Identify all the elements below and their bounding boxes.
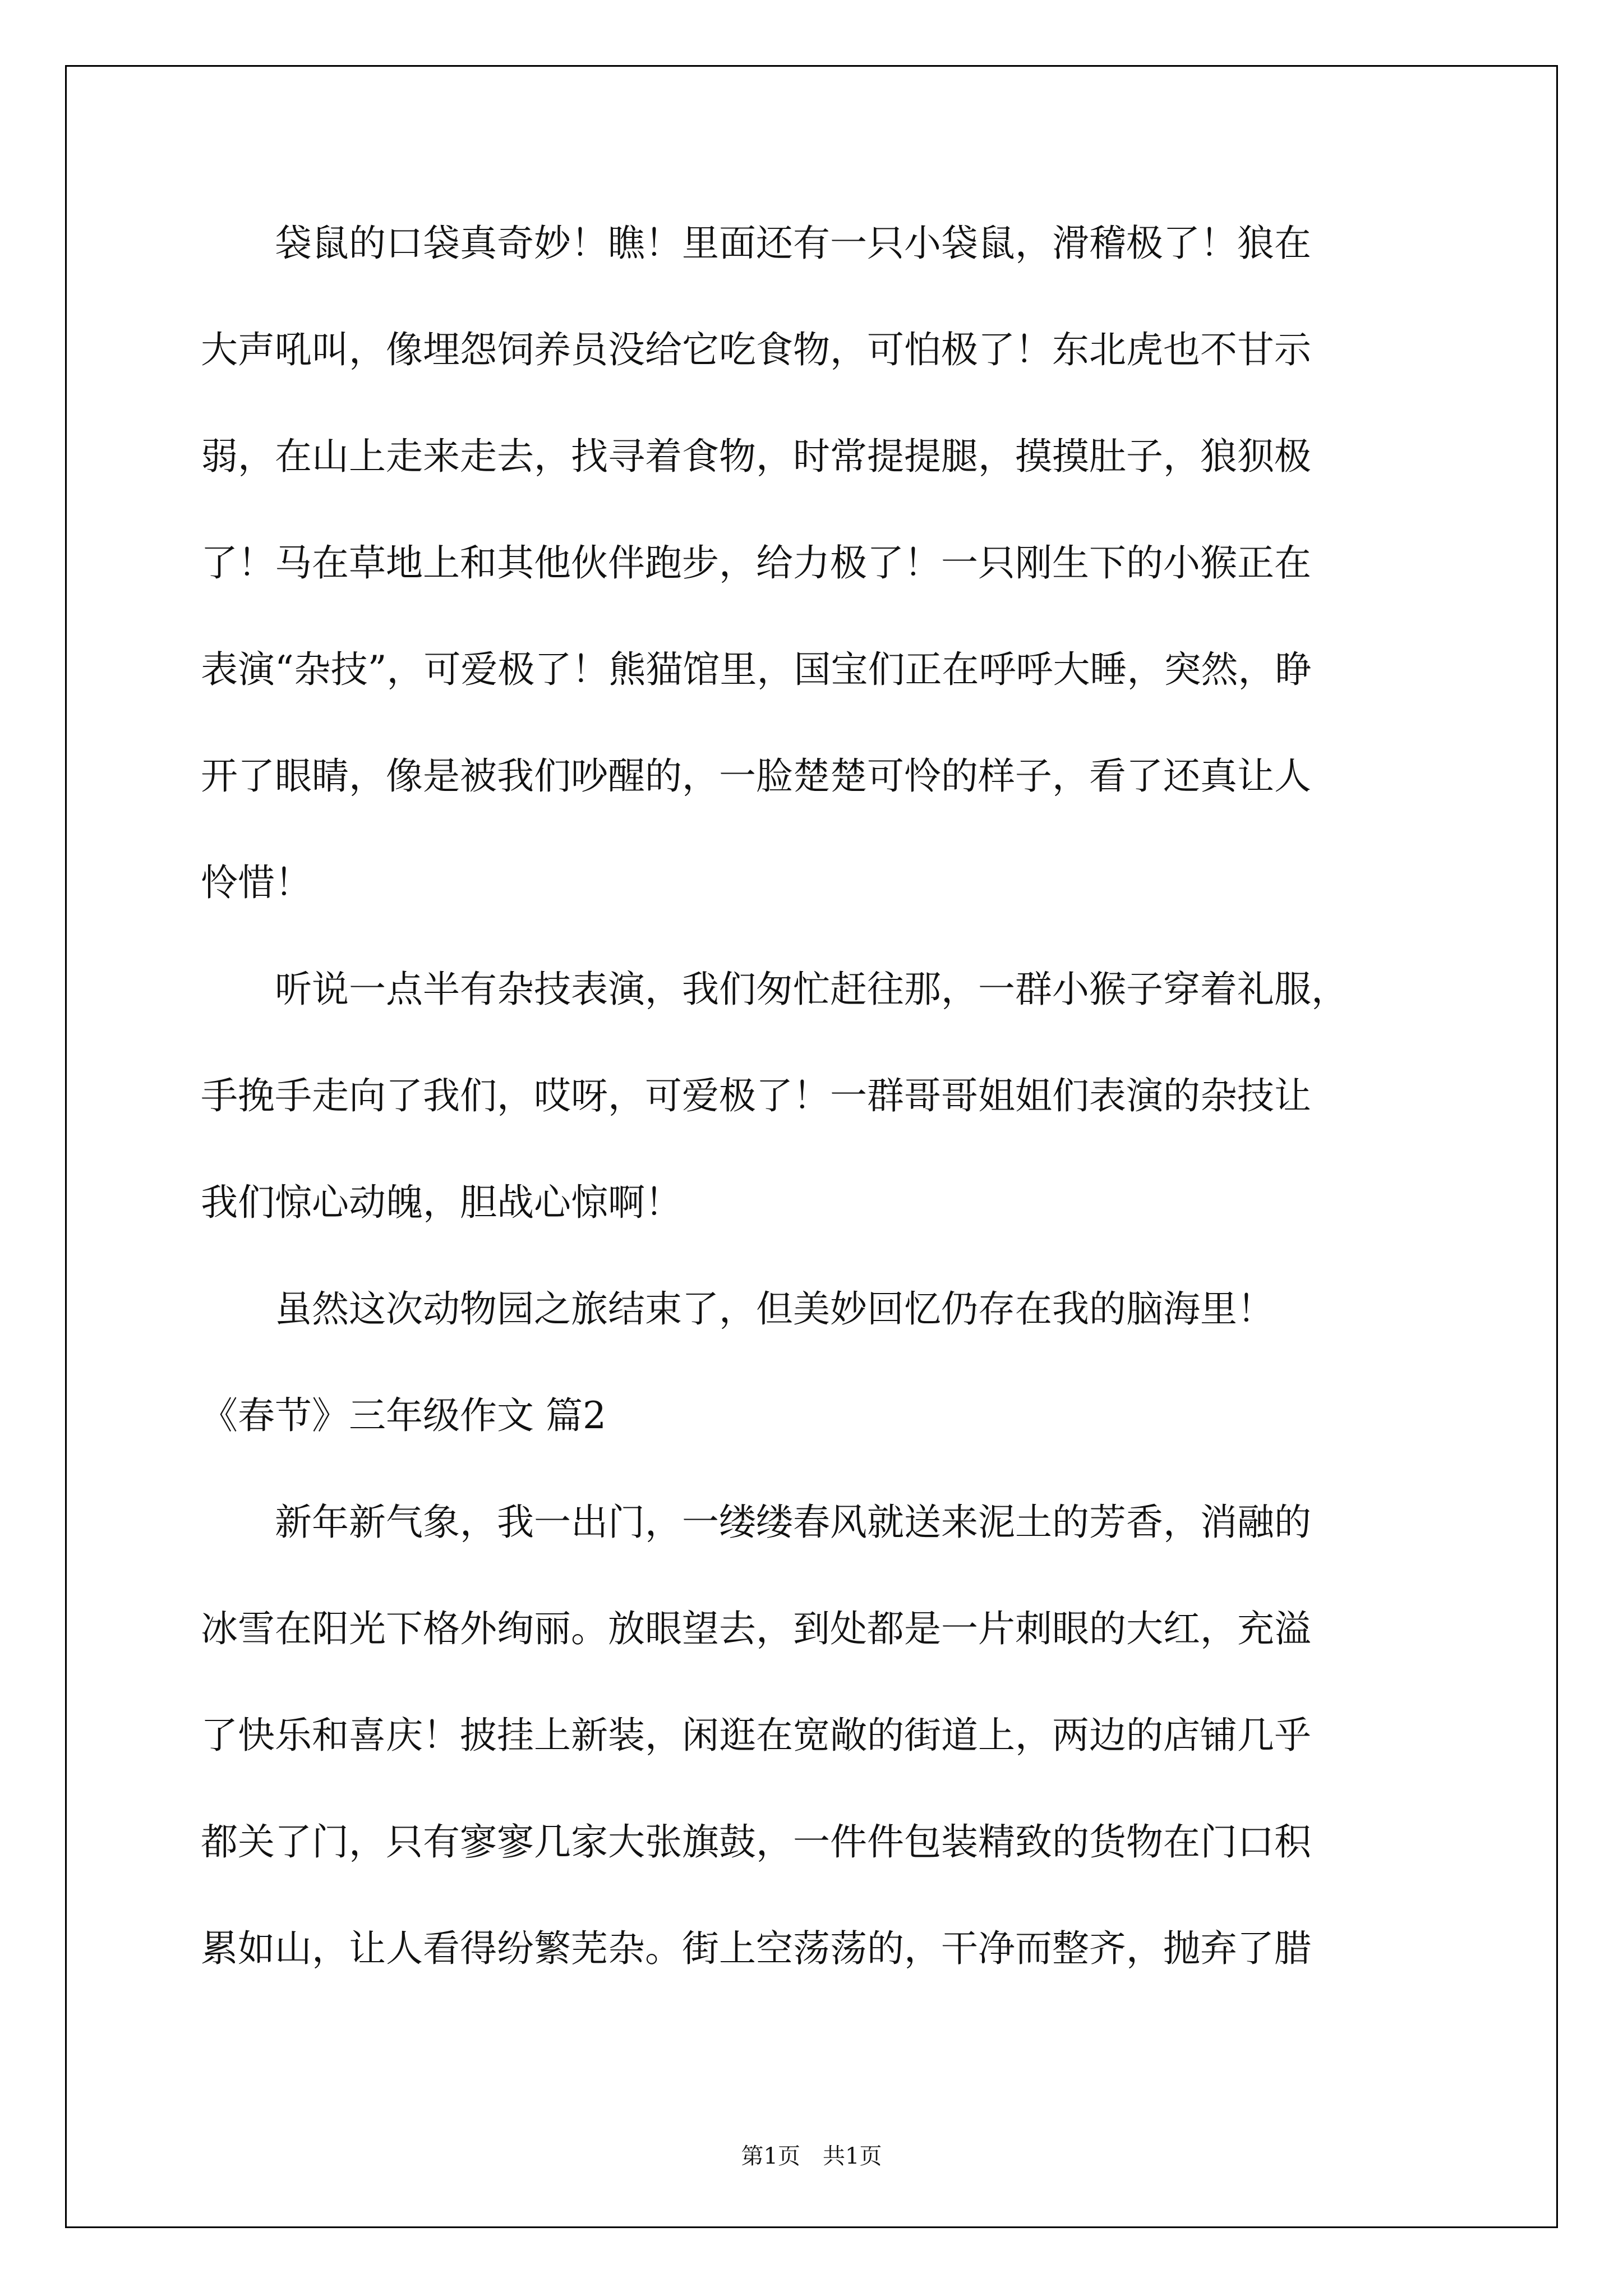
text-line: 开了眼睛，像是被我们吵醒的，一脸楚楚可怜的样子，看了还真让人: [201, 754, 1311, 798]
section-heading: 《春节》三年级作文 篇2: [201, 1394, 606, 1437]
text-line: 怜惜！: [201, 861, 312, 904]
text-line: 袋鼠的口袋真奇妙！瞧！里面还有一只小袋鼠，滑稽极了！狼在: [201, 222, 1311, 265]
text-line: 表演“杂技”，可爱极了！熊猫馆里，国宝们正在呼呼大睡，突然，睁: [201, 648, 1312, 691]
text-line: 虽然这次动物园之旅结束了，但美妙回忆仍存在我的脑海里！: [201, 1287, 1274, 1331]
text-line: 我们惊心动魄，胆战心惊啊！: [201, 1181, 682, 1224]
page-footer: 第1页 共1页: [741, 2143, 882, 2169]
text-line: 都关了门，只有寥寥几家大张旗鼓，一件件包装精致的货物在门口积: [201, 1820, 1311, 1864]
text-line: 新年新气象，我一出门，一缕缕春风就送来泥土的芳香，消融的: [201, 1501, 1311, 1544]
text-line: 了！马在草地上和其他伙伴跑步，给力极了！一只刚生下的小猴正在: [201, 541, 1311, 585]
text-line: 累如山，让人看得纷繁芜杂。街上空荡荡的，干净而整齐，抛弃了腊: [201, 1927, 1311, 1970]
text-line: 大声吼叫，像埋怨饲养员没给它吃食物，可怕极了！东北虎也不甘示: [201, 328, 1311, 371]
page-border: [65, 65, 1558, 2228]
text-line: 听说一点半有杂技表演，我们匆忙赶往那，一群小猴子穿着礼服，: [201, 968, 1348, 1011]
text-line: 弱，在山上走来走去，找寻着食物，时常提提腿，摸摸肚子，狼狈极: [201, 435, 1311, 478]
text-line: 冰雪在阳光下格外绚丽。放眼望去，到处都是一片刺眼的大红，充溢: [201, 1607, 1311, 1650]
text-line: 手挽手走向了我们，哎呀，可爱极了！一群哥哥姐姐们表演的杂技让: [201, 1074, 1311, 1117]
text-line: 了快乐和喜庆！披挂上新装，闲逛在宽敞的街道上，两边的店铺几乎: [201, 1714, 1311, 1757]
